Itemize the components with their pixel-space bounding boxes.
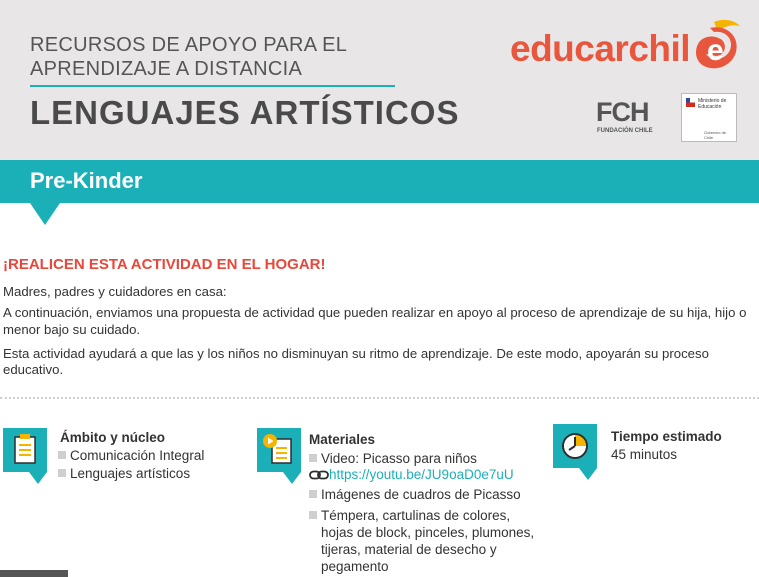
subtitle-line-2: APRENDIZAJE A DISTANCIA	[30, 58, 303, 80]
materiales-item	[309, 486, 521, 503]
greeting-text: Madres, padres y cuidadores en casa:	[3, 284, 227, 299]
icon-pointer	[29, 472, 47, 484]
header-banner	[0, 0, 759, 160]
materiales-item-2: Imágenes de cuadros de Picasso	[321, 487, 521, 502]
materiales-item-3-line-3: tijeras, material de desecho y	[321, 542, 497, 557]
materiales-video: Video: Picasso para niños	[321, 451, 477, 466]
bullet-square	[309, 511, 317, 519]
logo-swirl-letter: e	[707, 34, 724, 67]
ambito-item-2: Lenguajes artísticos	[70, 466, 191, 481]
icon-pointer	[283, 472, 301, 484]
bullet-square	[309, 454, 317, 462]
materiales-item-3-line-1: Témpera, cartulinas de colores,	[321, 508, 511, 523]
activity-heading: ¡REALICEN ESTA ACTIVIDAD EN EL HOGAR!	[3, 256, 326, 273]
section-divider	[0, 397, 759, 399]
bullet-square	[309, 490, 317, 498]
mineduc-logo	[681, 93, 737, 142]
intro-paragraph-1-line-1: A continuación, enviamos una propuesta de actividad que pueden realizar en apoyo al proceso de aprendizaje de su hija, hijo o	[3, 305, 747, 320]
clock-icon	[553, 424, 597, 468]
fch-logo: FCH	[596, 97, 649, 127]
intro-paragraph-2-line-2: educativo.	[3, 362, 64, 377]
resource-subtitle	[30, 33, 347, 81]
bullet-square	[58, 451, 66, 459]
next-section-marker	[0, 570, 68, 577]
materiales-item-3-line-2: hojas de block, pinceles, plumones,	[321, 525, 535, 540]
mineduc-subtext: Gobierno de Chile	[704, 130, 727, 140]
ambito-item-1: Comunicación Integral	[70, 448, 205, 463]
band-pointer	[30, 203, 60, 225]
bullet-square	[58, 469, 66, 477]
intro-paragraph-2-line-1: Esta actividad ayudará a que las y los niños no disminuyan su ritmo de aprendizaje. De este modo, apoyarán su proceso	[3, 346, 709, 361]
tiempo-title: Tiempo estimado	[611, 429, 722, 444]
intro-paragraph-1-line-2: menor bajo su cuidado.	[3, 322, 141, 337]
chile-flag-icon	[686, 98, 695, 107]
fch-subtitle: FUNDACIÓN CHILE	[597, 128, 653, 134]
ambito-item	[58, 447, 204, 464]
tiempo-value: 45 minutos	[611, 447, 678, 462]
clipboard-icon	[3, 428, 47, 472]
ambito-title: Ámbito y núcleo	[60, 430, 166, 445]
mineduc-text: Ministerio de Educación	[698, 98, 727, 110]
educarchile-swirl-icon	[690, 18, 746, 80]
ambito-item	[58, 465, 190, 482]
educarchile-logo	[510, 28, 690, 70]
page-title: LENGUAJES ARTÍSTICOS	[30, 94, 460, 131]
video-link-url[interactable]: https://youtu.be/JU9oaD0e7uU	[329, 467, 514, 482]
materiales-item	[309, 507, 534, 575]
level-label: Pre-Kinder	[30, 168, 143, 193]
icon-pointer	[579, 468, 597, 480]
level-band	[0, 160, 759, 203]
document-play-icon	[257, 428, 301, 472]
materiales-item	[309, 450, 477, 467]
video-link[interactable]	[309, 467, 514, 482]
header-divider	[30, 85, 395, 87]
chain-link-icon	[309, 470, 329, 480]
logo-text: educarchil	[510, 28, 691, 69]
materiales-item-3-line-4: pegamento	[321, 559, 389, 574]
materiales-title: Materiales	[309, 432, 376, 447]
subtitle-line-1: RECURSOS DE APOYO PARA EL	[30, 34, 348, 56]
